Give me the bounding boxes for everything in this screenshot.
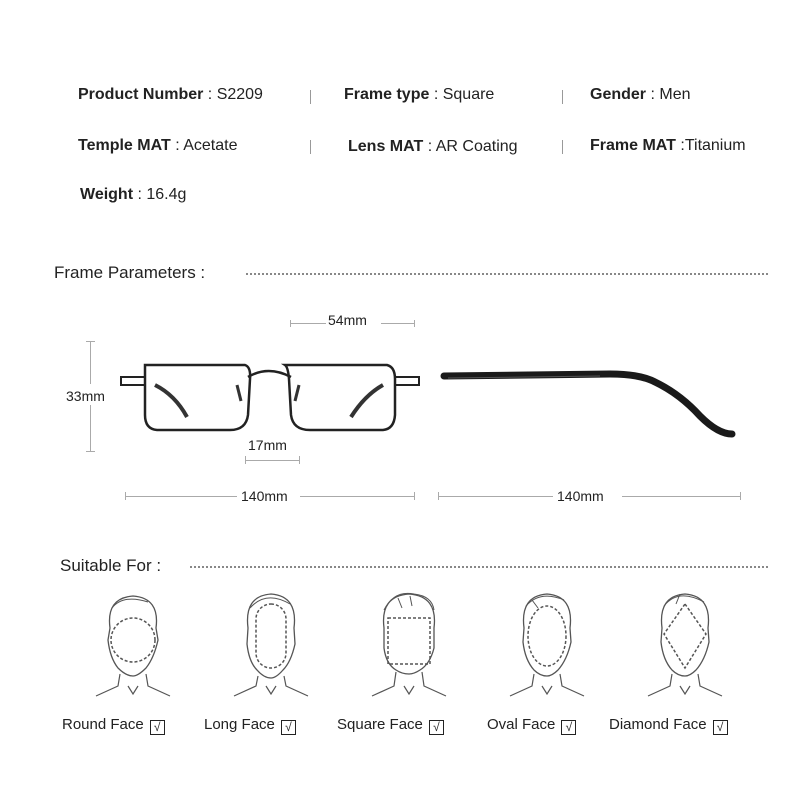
diamond-face-icon [640,588,730,698]
face-label-text: Square Face [337,716,423,733]
tick [414,492,415,500]
spec-value: 16.4g [146,186,187,203]
tick [414,320,415,327]
frame-parameters-title: Frame Parameters : [54,263,206,282]
round-face-icon [88,588,178,698]
face-label-long [204,716,296,735]
spec-key: Weight [80,186,134,203]
spec-lens-mat: Lens MAT : AR Coating [348,138,518,155]
spec-product-number: Product Number : S2209 [78,86,263,103]
temple-length-label: 140mm [557,488,604,504]
tick [740,492,741,500]
divider [310,90,311,104]
spec-frame-mat: Frame MAT :Titanium [590,137,746,154]
spec-value: Acetate [183,137,238,154]
lens-width-line-right [381,323,415,324]
face-label-text: Long Face [204,716,275,733]
spec-value: Men [659,86,691,103]
divider [310,140,311,154]
lens-height-line-bottom [90,405,91,451]
face-label-diamond [609,716,728,735]
temple-side-body [444,374,732,434]
spec-key: Product Number [78,86,204,103]
spec-key: Frame MAT [590,137,676,154]
face-label-text: Round Face [62,716,144,733]
lens-width-line-left [290,323,326,324]
temple-left-arm [155,385,187,417]
bridge-width-line [245,460,300,461]
spec-value: Square [442,86,495,103]
bridge-width-label: 17mm [248,437,287,453]
frame-bridge [248,371,291,377]
check-icon: √ [429,720,444,735]
tick [86,451,95,452]
spec-frame-type: Frame type : Square [344,86,495,103]
spec-value: AR Coating [435,138,518,155]
frame-width-label: 140mm [241,488,288,504]
check-icon: √ [281,720,296,735]
spec-key: Frame type [344,86,430,103]
glasses-side-illustration [440,368,740,440]
nose-pad-right [295,385,299,401]
suitable-for-title: Suitable For : [60,556,162,575]
spec-weight: Weight : 16.4g [80,186,187,203]
spec-value: S2209 [216,86,263,103]
lens-height-line-top [90,341,91,384]
face-label-text: Diamond Face [609,716,707,733]
tick [245,456,246,464]
face-label-text: Oval Face [487,716,556,733]
tick [290,320,291,327]
frame-left-rim [145,365,250,430]
spec-key: Gender [590,86,647,103]
lens-width-label: 54mm [328,312,367,328]
face-label-round [62,716,165,735]
temple-left [121,377,145,385]
lens-height-label: 33mm [66,388,105,404]
temple-right-arm [351,385,383,417]
check-icon: √ [561,720,576,735]
long-face-icon [226,588,316,698]
frame-right-rim [285,365,395,430]
frame-width-line-right [300,496,414,497]
dotted-rule [190,566,768,568]
temple-length-line-right [622,496,740,497]
spec-key: Temple MAT [78,137,171,154]
nose-pad-left [237,385,241,401]
spec-key: Lens MAT [348,138,424,155]
divider [562,140,563,154]
face-label-oval [487,716,576,735]
square-face-icon [364,588,454,698]
oval-face-icon [502,588,592,698]
tick [299,456,300,464]
temple-right [395,377,419,385]
check-icon: √ [713,720,728,735]
glasses-front-illustration [115,355,425,440]
check-icon: √ [150,720,165,735]
spec-temple-mat: Temple MAT : Acetate [78,137,238,154]
dotted-rule [246,273,768,275]
frame-width-line-left [125,496,237,497]
face-label-square [337,716,444,735]
spec-gender: Gender : Men [590,86,691,103]
temple-length-line-left [438,496,553,497]
divider [562,90,563,104]
spec-value: Titanium [684,137,746,154]
